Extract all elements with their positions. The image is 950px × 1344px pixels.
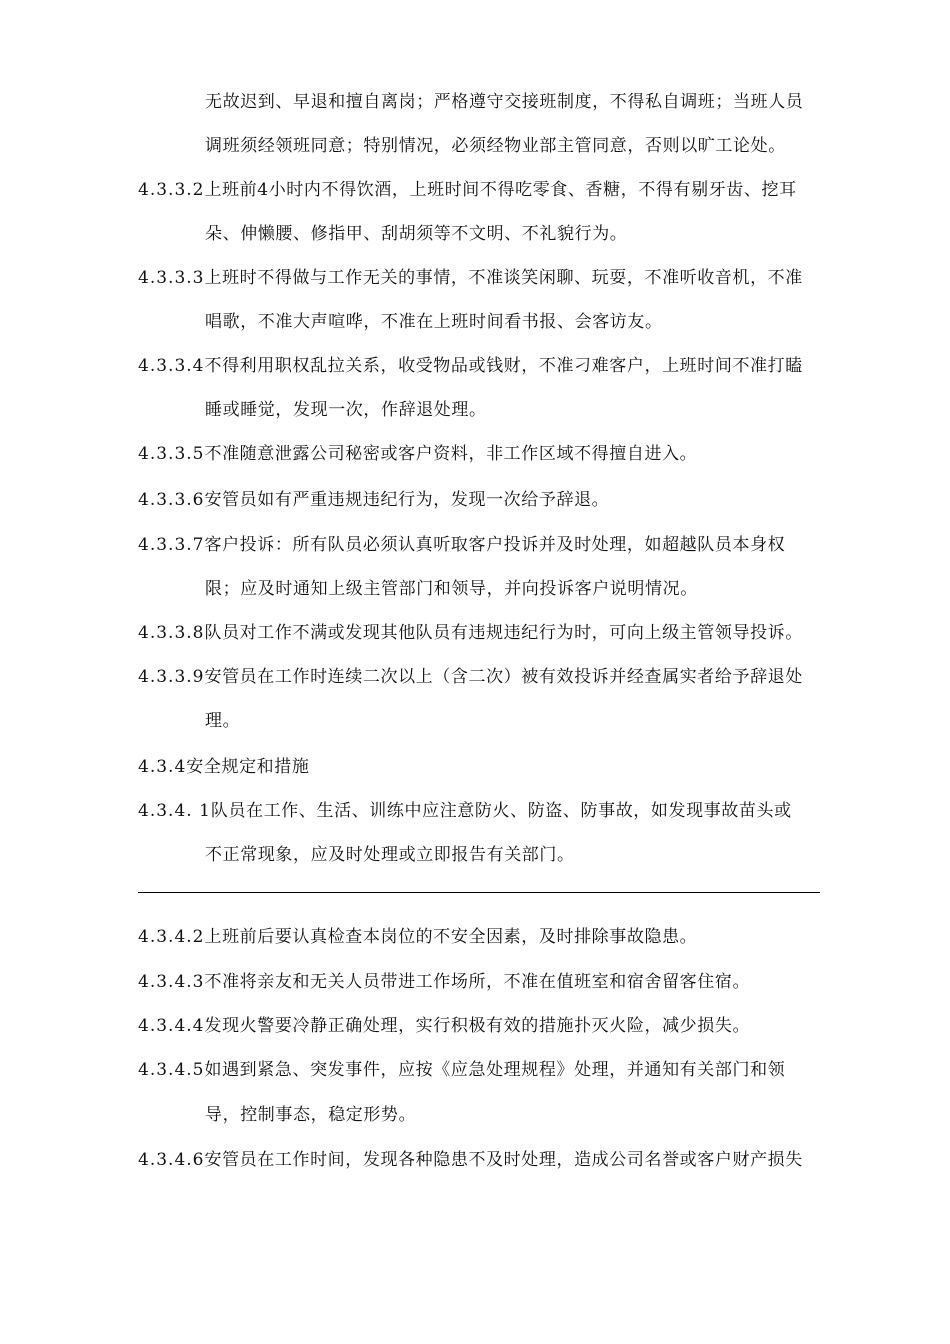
paragraph-text: 上班前4小时内不得饮酒，上班时间不得吃零食、香糖，不得有剔牙齿、挖耳 — [204, 180, 797, 200]
clause-4-3-3-6 — [138, 488, 609, 512]
paragraph-text: 上班时不得做与工作无关的事情，不准谈笑闲聊、玩耍，不准听收音机，不准 — [204, 268, 803, 288]
clause-number: 4.3.3.7 — [138, 535, 205, 555]
paragraph-text: 安管员如有严重违规违纪行为，发现一次给予辞退。 — [204, 490, 610, 510]
paragraph-text: 上班前后要认真检查本岗位的不安全因素，及时排除事故隐患。 — [204, 927, 698, 947]
clause-number: 4.3.3.6 — [138, 490, 205, 510]
paragraph-text: 队员对工作不满或发现其他队员有违规违纪行为时，可向上级主管领导投诉。 — [204, 623, 803, 643]
paragraph-line — [205, 222, 627, 246]
section-title: 安全规定和措施 — [186, 757, 310, 777]
paragraph-line — [205, 577, 698, 601]
clause-number: 4.3.3.2 — [138, 180, 205, 200]
paragraph-line — [205, 90, 803, 114]
paragraph-text: 不准将亲友和无关人员带进工作场所，不准在值班室和宿舍留客住宿。 — [204, 972, 751, 992]
section-4-3-4-heading — [138, 755, 309, 779]
clause-4-3-3-5 — [138, 442, 697, 466]
paragraph-text: 安管员在工作时连续二次以上（含二次）被有效投诉并经查属实者给予辞退处 — [204, 667, 803, 687]
clause-number: 4.3.3.9 — [138, 667, 205, 687]
paragraph-text: 理。 — [205, 711, 241, 731]
paragraph-line — [205, 134, 786, 158]
paragraph-text: 导，控制事态，稳定形势。 — [205, 1105, 417, 1125]
paragraph-text: 唱歌，不准大声喧哗，不准在上班时间看书报、会客访友。 — [205, 312, 663, 332]
paragraph-text: 安管员在工作时间，发现各种隐患不及时处理，造成公司名誉或客户财产损失 — [204, 1150, 803, 1170]
clause-4-3-3-9 — [138, 665, 803, 689]
clause-number: 4.3.4.2 — [138, 927, 205, 947]
clause-number: 4.3.4.4 — [138, 1016, 205, 1036]
clause-number: 4.3.4.3 — [138, 972, 205, 992]
clause-4-3-3-4 — [138, 354, 803, 378]
paragraph-text: 发现火警要冷静正确处理，实行积极有效的措施扑灭火险，减少损失。 — [204, 1016, 751, 1036]
clause-4-3-4-2 — [138, 925, 697, 949]
clause-4-3-3-7 — [138, 533, 785, 557]
paragraph-line — [205, 1103, 416, 1127]
clause-number: 4.3.4.6 — [138, 1150, 205, 1170]
paragraph-text: 无故迟到、早退和擅自离岗；严格遵守交接班制度，不得私自调班；当班人员 — [205, 92, 804, 112]
clause-number: 4.3.3.5 — [138, 444, 205, 464]
clause-number: 4.3.4. 1 — [138, 801, 211, 821]
paragraph-text: 限；应及时通知上级主管部门和领导，并向投诉客户说明情况。 — [205, 579, 698, 599]
clause-4-3-4-4 — [138, 1014, 750, 1038]
paragraph-line — [205, 843, 575, 867]
clause-4-3-3-3 — [138, 266, 803, 290]
horizontal-divider — [138, 892, 820, 893]
clause-4-3-4-3 — [138, 970, 750, 994]
paragraph-text: 不得利用职权乱拉关系，收受物品或钱财，不准刁难客户，上班时间不准打瞌 — [204, 356, 803, 376]
clause-4-3-4-1 — [138, 799, 792, 823]
clause-4-3-3-2 — [138, 178, 797, 202]
paragraph-line — [205, 709, 240, 733]
paragraph-text: 不正常现象，应及时处理或立即报告有关部门。 — [205, 845, 575, 865]
clause-number: 4.3.3.8 — [138, 623, 205, 643]
paragraph-text: 队员在工作、生活、训练中应注意防火、防盗、防事故，如发现事故苗头或 — [210, 801, 792, 821]
paragraph-text: 不准随意泄露公司秘密或客户资料，非工作区域不得擅自进入。 — [204, 444, 698, 464]
paragraph-text: 睡或睡觉，发现一次，作辞退处理。 — [205, 400, 487, 420]
clause-number: 4.3.3.4 — [138, 356, 205, 376]
section-number: 4.3.4 — [138, 757, 187, 777]
paragraph-text: 调班须经领班同意；特别情况，必须经物业部主管同意，否则以旷工论处。 — [205, 136, 786, 156]
paragraph-text: 如遇到紧急、突发事件，应按《应急处理规程》处理，并通知有关部门和领 — [204, 1060, 786, 1080]
paragraph-text: 客户投诉：所有队员必须认真听取客户投诉并及时处理，如超越队员本身权 — [204, 535, 786, 555]
clause-4-3-4-5 — [138, 1058, 785, 1082]
clause-number: 4.3.3.3 — [138, 268, 205, 288]
paragraph-line — [205, 310, 663, 334]
clause-number: 4.3.4.5 — [138, 1060, 205, 1080]
paragraph-text: 朵、伸懒腰、修指甲、刮胡须等不文明、不礼貌行为。 — [205, 224, 628, 244]
paragraph-line — [205, 398, 487, 422]
clause-4-3-3-8 — [138, 621, 803, 645]
clause-4-3-4-6 — [138, 1148, 803, 1172]
